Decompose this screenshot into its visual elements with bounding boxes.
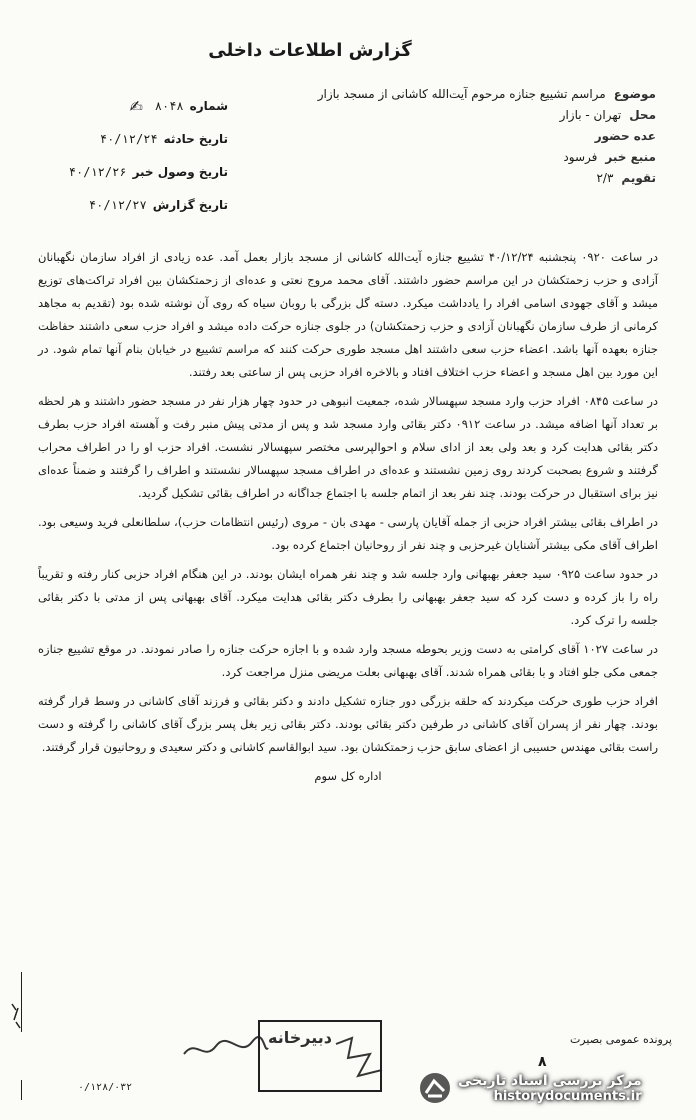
meta-right — [296, 84, 656, 189]
meta-number-label: شماره — [189, 99, 228, 113]
meta-eval-value: ۲/۳ — [596, 171, 614, 185]
meta-place-row — [296, 105, 656, 126]
meta-receive-date-label: تاریخ وصول خبر — [132, 165, 228, 179]
meta-source-value: فرسود — [563, 150, 598, 164]
paragraph: در ساعت ۰۹۲۰ پنجشنبه ۴۰/۱۲/۲۴ تشییع جنازه آیت‌الله کاشانی از مسجد بازار بعمل آمد. عده زیادی از افراد سازمان نگهبانان آزادی و حزب زحمتکشان در این مراسم حضور داشتند. آقای محمد مروج نعتی و عده‌ای از زحمتکشان بین افراد تراکت‌های توزیع میشد و آقای جهودی اسامی افراد را یادداشت میکرد. دسته گل بزرگی با روبان سیاه که روی آن نوشته شده بود (تقدیم به مجاهد کرمانی از طرف سازمان نگهبانان آزادی و حزب زحمتکشان) در جلوی جنازه حرکت داده میشد و افراد حزب سعی داشتند حفاظت جنازه بعهده آنها باشد. اعضاء حزب سعی داشتند اهل مسجد طوری حرکت کنند که مراسم تشییع در خیابان بنام آنها تمام شود. در این مورد بین اهل مسجد و اعضاء حزب اختلاف افتاد و بالاخره افراد حزبی پس از ساعتی بعد رفتند. — [38, 250, 658, 379]
stamp-text: دبیرخانه — [268, 1028, 332, 1047]
meta-subject-label: موضوع — [613, 87, 656, 101]
paragraph: در ساعت ۱۰۲۷ آقای کرامتی به دست وزیر بحوطه مسجد وارد شده و با اجازه حرکت جنازه را صادر نمودند. در موقع تشییع جنازه جمعی مکی جلو افتاد و با بقائی همراه شدند. آقای بهبهانی بعلت مریضی منزل مراجعت کرد. — [38, 642, 658, 679]
signature-icon — [178, 1032, 270, 1066]
meta-source-label: منبع خبر — [605, 150, 656, 164]
margin-scribble-icon — [6, 998, 26, 1038]
meta-receive-date-value: ۴۰/۱۲/۲۶ — [68, 165, 127, 179]
handwritten-scribble-icon: ✍ — [129, 97, 143, 116]
meta-event-date-value: ۴۰/۱۲/۲۴ — [99, 132, 158, 146]
site-watermark — [418, 1058, 694, 1118]
watermark-fa: مرکز بررسی اسناد تاریخی — [458, 1072, 642, 1089]
meta-event-date-label: تاریخ حادثه — [163, 132, 228, 146]
bottom-left-number: ۰/۱۲۸/۰۳۲ — [78, 1082, 133, 1093]
bottom-right-note: پرونده عمومی بصیرت — [569, 1033, 672, 1046]
meta-report-date-label: تاریخ گزارش — [152, 198, 228, 212]
paragraph: در حدود ساعت ۰۹۲۵ سید جعفر بهبهانی وارد جلسه شد و چند نفر همراه ایشان بودند. در این هنگام افراد حزبی کنار رفته و تقریباً راه را باز کرده و دست کرد که سید جعفر بهبهانی را بطرف دکتر بقائی هدایت میکرد. آقای بهبهانی پس از مدتی با دکتر بقائی جلسه را ترک کرد. — [38, 567, 658, 627]
meta-attendees-row — [296, 126, 656, 147]
meta-receive-date-row — [48, 156, 228, 189]
report-body — [38, 246, 658, 794]
paragraph: در اطراف بقائی بیشتر افراد حزبی از جمله آقایان پارسی - مهدی بان - مروی (رئیس انتظامات حزب)، سلطانعلی فرید وسیعی بود. اطراف آقای مکی بیشتر آشنایان غیرحزبی و چند نفر از روحانیان اجتماع کرده بود. — [38, 515, 658, 552]
meta-report-date-value: ۴۰/۱۲/۲۷ — [88, 198, 147, 212]
meta-subject-row — [296, 84, 656, 105]
archive-logo-icon — [418, 1071, 452, 1105]
closing-line: اداره کل سوم — [314, 769, 382, 783]
meta-eval-row — [296, 168, 656, 189]
left-margin-line — [21, 1080, 22, 1100]
meta-subject-value: مراسم تشییع جنازه مرحوم آیت‌الله کاشانی از مسجد بازار — [317, 87, 606, 101]
meta-eval-label: تقویم — [621, 171, 656, 185]
stamp-scribble-icon — [330, 1032, 390, 1092]
paragraph: در ساعت ۰۸۴۵ افراد حزب وارد مسجد سپهسالار شده، جمعیت انبوهی در حدود چهار هزار نفر در مسجد حضور داشتند و هر لحظه بر تعداد آنها اضافه میشد. در ساعت ۰۹۱۲ دکتر بقائی وارد مسجد شد و پس از مدتی پیش منبر رفت و آهسته افراد حزب بطرف دکتر بقائی هدایت کرد و بعد ولی بعد از ادای سلام و احوالپرسی مختصر سپهسالار نشست. افراد حزب او را در اطراف محراب گرفتند و شروع بصحبت کردند روی زمین نشستند و عده‌ای در اطراف مسجد سپهسالار نشستند و اطراف را گرفتند و ضمناً عده‌ای نیز برای استقبال در حرکت بودند. چند نفر بعد از اتمام جلسه با اجتماع جداگانه در اطراف بقائی تشکیل گردید. — [38, 394, 659, 500]
bottom-number-8: ۸ — [538, 1054, 547, 1070]
report-title: گزارش اطلاعات داخلی — [208, 40, 412, 61]
meta-number-row — [48, 90, 228, 123]
meta-attendees-label: عده حضور — [594, 129, 656, 143]
watermark-en: historydocuments.ir — [493, 1088, 642, 1104]
meta-source-row — [296, 147, 656, 168]
meta-event-date-row — [48, 123, 228, 156]
paragraph: افراد حزب طوری حرکت میکردند که حلقه بزرگی دور جنازه تشکیل دادند و دکتر بقائی و فرزند آقای کاشانی در وسط قرار گرفته بودند. چهار نفر از پسران آقای کاشانی در طرفین دکتر بقائی بودند. دکتر بقائی زیر بغل پسر بزرگ آقای کاشانی را گرفته و دست راست بقائی مهندس حسیبی از اعضای سابق حزب زحمتکشان بود. سید ابوالقاسم کاشانی و دکتر سعیدی و روحانیون قرار گرفتند. — [38, 694, 658, 754]
meta-place-value: تهران - بازار — [559, 108, 622, 122]
meta-report-date-row — [48, 189, 228, 222]
meta-left — [48, 90, 228, 222]
watermark-text — [458, 1073, 642, 1104]
meta-number-value: ۸۰۴۸ — [154, 99, 184, 113]
meta-place-label: محل — [629, 108, 656, 122]
